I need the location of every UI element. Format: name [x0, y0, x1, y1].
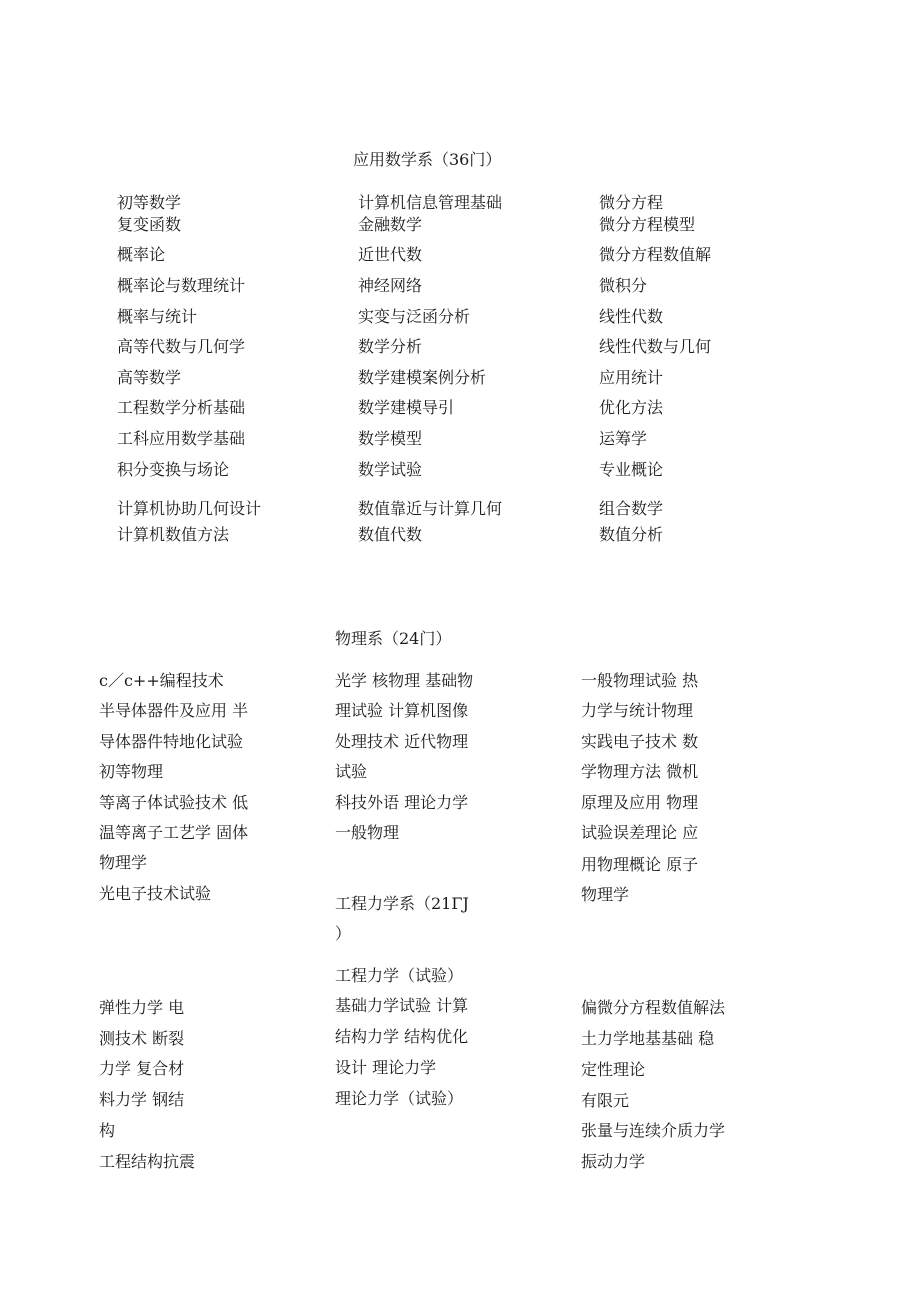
course-item: 科技外语 理论力学: [335, 793, 469, 812]
course-item: 高等代数与几何学: [117, 337, 246, 356]
course-item: 用物理概论 原子: [581, 855, 699, 874]
course-item: 张量与连续介质力学: [581, 1121, 726, 1140]
course-item: 试验: [335, 762, 368, 781]
course-item: 弹性力学 电: [99, 998, 185, 1017]
course-item: 数学分析: [358, 337, 423, 356]
course-item: 专业概论: [599, 460, 664, 479]
course-item: 应用统计: [599, 368, 664, 387]
course-item: 线性代数与几何: [599, 337, 712, 356]
course-item: 概率与统计: [117, 307, 198, 326]
course-item: c／c++编程技术: [99, 671, 224, 690]
course-item: 微分方程模型: [599, 215, 696, 234]
course-item: 结构力学 结构优化: [335, 1027, 469, 1046]
mechanics-section-title-cont: ）: [335, 924, 352, 943]
course-item: 原理及应用 物理: [581, 793, 699, 812]
course-item: 理试验 计算机图像: [335, 701, 469, 720]
course-item: 实践电子技术 数: [581, 732, 699, 751]
course-item: 复变函数: [117, 215, 182, 234]
course-item: 测技术 断裂: [99, 1029, 185, 1048]
course-item: 数学模型: [358, 429, 423, 448]
course-item: 积分变换与场论: [117, 460, 230, 479]
course-item: 初等数学: [117, 193, 182, 212]
course-item: 光学 核物理 基础物: [335, 671, 474, 690]
course-item: 数值靠近与计算几何: [358, 499, 503, 518]
course-item: 光电子技术试验: [99, 884, 212, 903]
course-item: 数学建模案例分析: [358, 368, 487, 387]
course-item: 计算机信息管理基础: [358, 193, 503, 212]
course-item: 基础力学试验 计算: [335, 996, 469, 1015]
course-item: 半导体器件及应用 半: [99, 701, 249, 720]
course-item: 定性理论: [581, 1060, 646, 1079]
course-item: 等离子体试验技术 低: [99, 793, 249, 812]
course-item: 金融数学: [358, 215, 423, 234]
course-item: 实变与泛函分析: [358, 307, 471, 326]
course-item: 设计 理论力学: [335, 1058, 437, 1077]
course-item: 力学与统计物理: [581, 701, 694, 720]
course-item: 偏微分方程数值解法: [581, 998, 726, 1017]
course-item: 数值分析: [599, 525, 664, 544]
course-item: 学物理方法 微机: [581, 762, 699, 781]
course-item: 物理学: [581, 885, 630, 904]
physics-section-title: 物理系（24门）: [335, 629, 452, 648]
course-item: 处理技术 近代物理: [335, 732, 469, 751]
course-item: 工科应用数学基础: [117, 429, 246, 448]
course-item: 微积分: [599, 276, 648, 295]
course-item: 运筹学: [599, 429, 648, 448]
course-item: 数值代数: [358, 525, 423, 544]
course-item: 温等离子工艺学 固体: [99, 823, 249, 842]
course-item: 一般物理: [335, 823, 400, 842]
course-item: 振动力学: [581, 1152, 646, 1171]
course-item: 优化方法: [599, 398, 664, 417]
course-item: 力学 复合材: [99, 1059, 185, 1078]
course-item: 近世代数: [358, 245, 423, 264]
course-item: 数学试验: [358, 460, 423, 479]
course-item: 工程结构抗震: [99, 1152, 196, 1171]
course-item: 有限元: [581, 1091, 630, 1110]
course-item: 概率论: [117, 245, 166, 264]
course-item: 计算机协助几何设计: [117, 499, 262, 518]
course-item: 工程力学（试验）: [335, 966, 464, 985]
course-item: 神经网络: [358, 276, 423, 295]
course-item: 组合数学: [599, 499, 664, 518]
course-item: 微分方程数值解: [599, 245, 712, 264]
course-item: 初等物理: [99, 762, 164, 781]
course-item: 物理学: [99, 853, 148, 872]
mechanics-section-title: 工程力学系（21ΓJ: [335, 894, 469, 913]
course-item: 工程数学分析基础: [117, 398, 246, 417]
course-item: 计算机数值方法: [117, 525, 230, 544]
course-item: 微分方程: [599, 193, 664, 212]
course-item: 导体器件特地化试验: [99, 732, 244, 751]
course-item: 线性代数: [599, 307, 664, 326]
course-item: 构: [99, 1121, 116, 1140]
course-item: 料力学 钢结: [99, 1090, 185, 1109]
course-item: 高等数学: [117, 368, 182, 387]
course-item: 试验误差理论 应: [581, 823, 699, 842]
course-item: 数学建模导引: [358, 398, 455, 417]
course-item: 概率论与数理统计: [117, 276, 246, 295]
course-item: 理论力学（试验）: [335, 1089, 464, 1108]
math-section-title: 应用数学系（36门）: [353, 150, 502, 169]
course-item: 土力学地基基础 稳: [581, 1029, 715, 1048]
course-item: 一般物理试验 热: [581, 671, 699, 690]
